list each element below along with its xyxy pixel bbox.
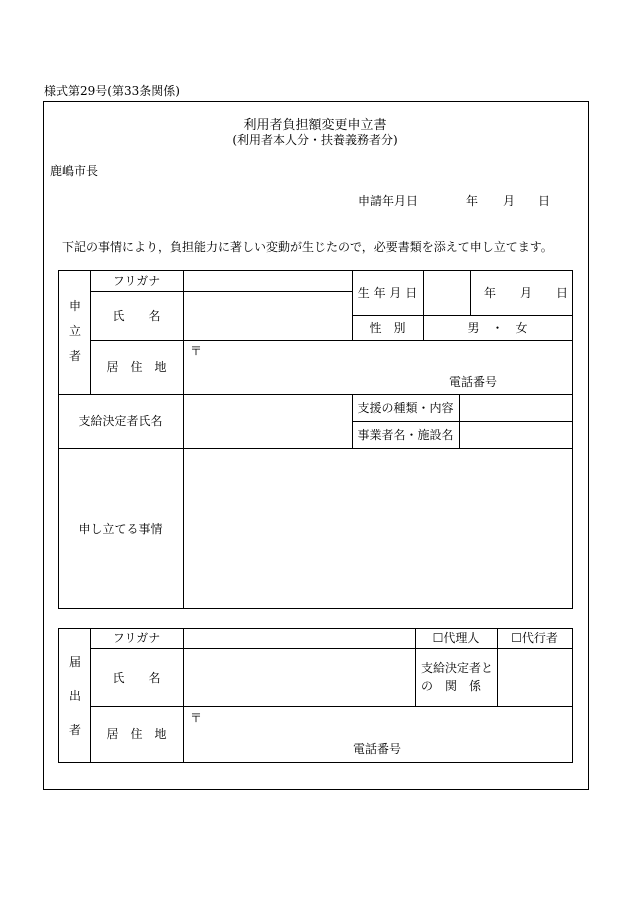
application-date-month: 月	[503, 194, 516, 208]
relation-label-line2: の 関 係	[421, 679, 482, 693]
birth-date-field[interactable]	[424, 271, 469, 314]
proxy-checkbox[interactable]: ☐代行者	[511, 631, 558, 645]
notifier-postal-mark: 〒	[190, 711, 203, 725]
applicant-phone-label: 電話番号	[449, 375, 498, 389]
notifier-section-char-3: 者	[69, 723, 82, 737]
form-subtitle: (利用者本人分・扶養義務者分)	[232, 133, 398, 147]
notifier-furigana-label: フリガナ	[112, 631, 161, 645]
application-date-year: 年	[466, 194, 479, 208]
applicant-address-field[interactable]	[200, 341, 570, 393]
reason-label: 申し立てる事情	[78, 522, 163, 536]
applicant-section-char-3: 者	[69, 349, 82, 363]
agent-checkbox[interactable]: ☐代理人	[432, 631, 480, 645]
form-title: 利用者負担額変更申立書	[243, 118, 387, 133]
notifier-name-field[interactable]	[184, 649, 414, 705]
gender-options[interactable]: 男 ・ 女	[467, 321, 528, 335]
support-type-label: 支援の種類・内容	[357, 401, 454, 415]
facility-name-label: 事業者名・施設名	[357, 428, 454, 442]
gender-label: 性 別	[369, 321, 406, 335]
notifier-phone-label: 電話番号	[353, 742, 402, 756]
facility-name-field[interactable]	[460, 422, 571, 447]
reason-field[interactable]	[184, 449, 571, 607]
application-date-day: 日	[538, 194, 551, 208]
applicant-furigana-field[interactable]	[184, 271, 351, 290]
applicant-postal-mark: 〒	[190, 344, 203, 358]
notifier-address-field[interactable]	[200, 707, 570, 761]
notifier-section-char-1: 届	[69, 655, 82, 669]
application-date-label: 申請年月日	[358, 194, 419, 208]
addressee: 鹿嶋市長	[50, 164, 99, 178]
applicant-address-label: 居 住 地	[106, 360, 167, 374]
birth-month-label: 月	[520, 286, 533, 300]
applicant-name-label: 氏 名	[112, 309, 161, 323]
applicant-furigana-label: フリガナ	[112, 274, 161, 288]
applicant-section-char-1: 申	[69, 299, 82, 313]
recipient-name-field[interactable]	[184, 395, 351, 447]
support-type-field[interactable]	[460, 395, 571, 420]
applicant-section-char-2: 立	[69, 324, 82, 338]
relation-field[interactable]	[498, 649, 571, 705]
statement: 下記の事情により，負担能力に著しい変動が生じたので，必要書類を添えて申し立てます。	[62, 240, 553, 254]
notifier-address-label: 居 住 地	[106, 727, 167, 741]
relation-label-line1: 支給決定者と	[421, 661, 494, 675]
notifier-furigana-field[interactable]	[184, 629, 414, 647]
recipient-name-label: 支給決定者氏名	[78, 414, 163, 428]
birth-year-label: 年	[484, 286, 497, 300]
notifier-name-label: 氏 名	[112, 671, 161, 685]
notifier-section-char-2: 出	[69, 689, 82, 703]
birth-date-label: 生 年 月 日	[357, 286, 418, 300]
birth-day-label: 日	[556, 286, 569, 300]
applicant-name-field[interactable]	[184, 292, 351, 339]
form-number: 様式第29号(第33条関係)	[44, 84, 180, 98]
